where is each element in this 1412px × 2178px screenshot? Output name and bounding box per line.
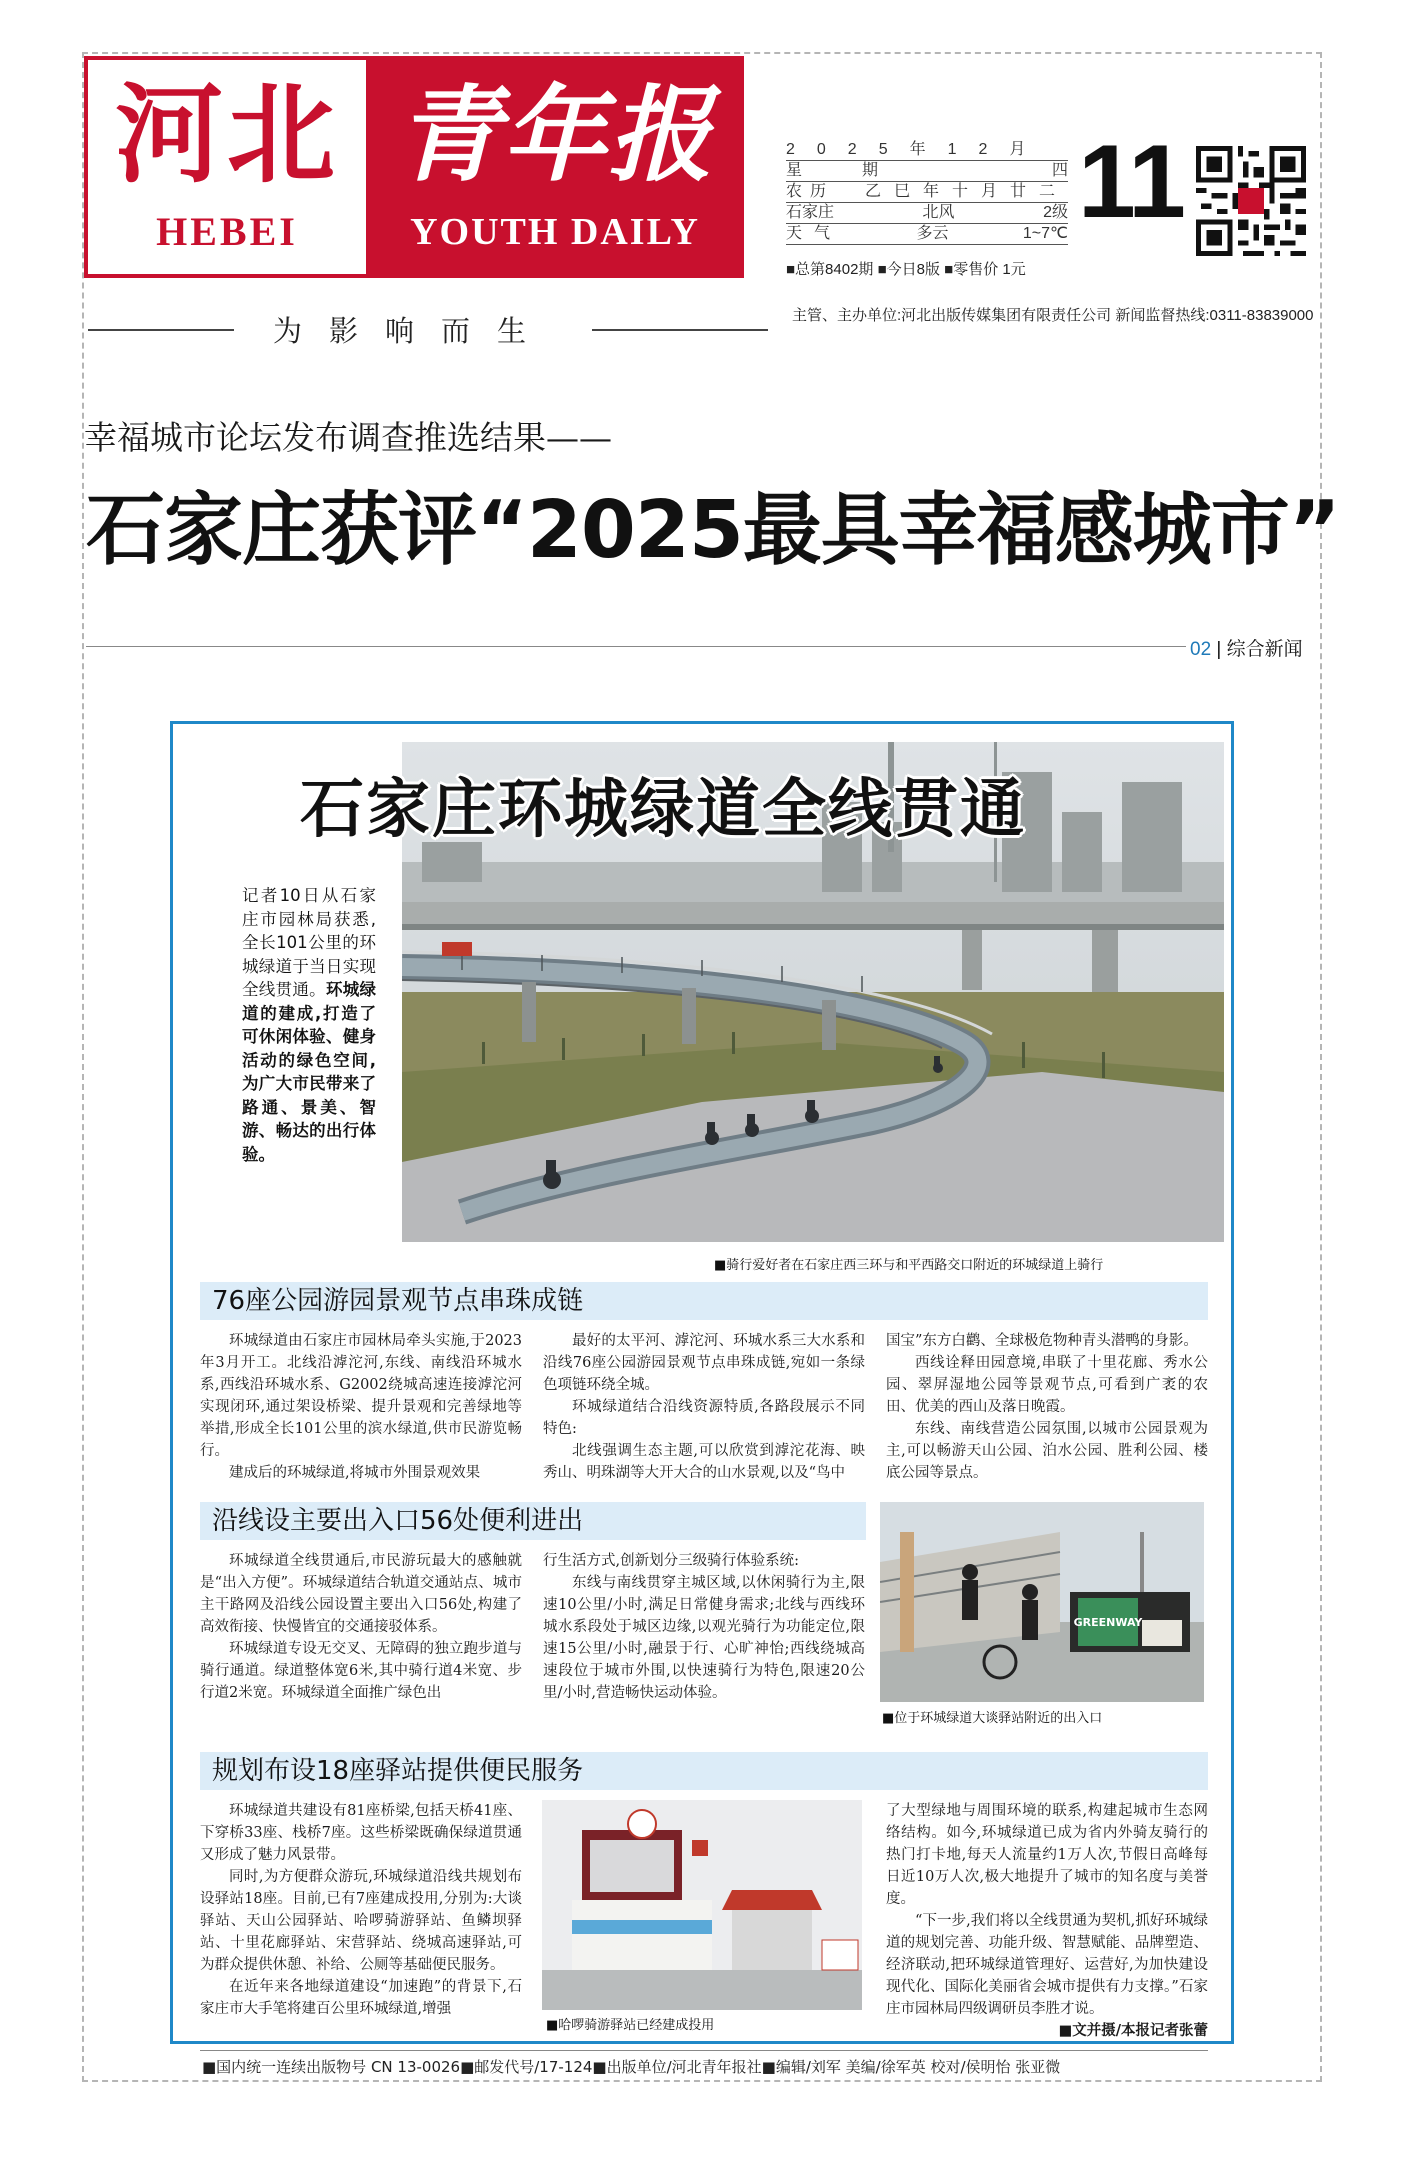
temperature: 1~7℃ bbox=[1022, 225, 1068, 242]
wind: 北风 bbox=[922, 204, 955, 221]
logo-right-panel bbox=[370, 60, 740, 274]
section-number: 02 bbox=[1190, 639, 1212, 660]
qr-code-icon bbox=[1196, 146, 1306, 256]
paragraph: 环城绿道结合沿线资源特质,各路段展示不同特色: bbox=[543, 1399, 865, 1437]
slogan: 为影响而生 bbox=[272, 314, 553, 348]
paragraph: 环城绿道全线贯通后,市民游玩最大的感触就是“出入方便”。环城绿道结合轨道交通站点、城市主干路网及沿线公园设置主要出入口56处,构建了高效衔接、快慢皆宜的交通接驳体系。 bbox=[200, 1553, 522, 1635]
paragraph: 在近年来各地绿道建设“加速跑”的背景下,石家庄市大手笔将建百公里环城绿道,增强 bbox=[200, 1979, 522, 2017]
paragraph: 了大型绿地与周围环境的联系,构建起城市生态网络结构。如今,环城绿道已成为省内外骑友骑行的热门打卡地,每天人流量约1万人次,节假日高峰每日近10万人次,极大地提升了城市的知名度与美誉度。 bbox=[886, 1803, 1208, 1907]
weather-label: 天气 bbox=[786, 225, 843, 242]
paragraph: 建成后的环城绿道,将城市外围景观效果 bbox=[229, 1465, 481, 1481]
section2-col1 bbox=[200, 1550, 522, 1704]
entrance-photo-caption: ■位于环城绿道大谈驿站附近的出入口 bbox=[882, 1711, 1103, 1726]
city: 石家庄 bbox=[786, 204, 835, 221]
paragraph: 国宝”东方白鹳、全球极危物种青头潜鸭的身影。 bbox=[886, 1333, 1198, 1349]
station-photo-caption: ■哈啰骑游驿站已经建成投用 bbox=[546, 2018, 715, 2033]
section1-col2 bbox=[543, 1330, 865, 1484]
slogan-rule-left bbox=[88, 329, 234, 331]
lunar-date: 乙巳年十月廿二 bbox=[864, 183, 1068, 200]
paragraph: “下一步,我们将以全线贯通为契机,抓好环城绿道的规划完善、功能升级、智慧赋能、品牌塑造、经济联动,把环城绿道管理好、运营好,为加快建设现代化、国际化美丽省会城市提供有力支撑。”石家庄市园林局四级调研员李胜才说。 bbox=[886, 1913, 1208, 2017]
section2-title: 沿线设主要出入口56处便利进出 bbox=[212, 1506, 584, 1536]
paragraph: 环城绿道共建设有81座桥梁,包括天桥41座、下穿桥33座、栈桥7座。这些桥梁既确保绿道贯通又形成了魅力风景带。 bbox=[200, 1803, 522, 1863]
main-headline: 石家庄获评“2025最具幸福感城市” bbox=[86, 484, 1340, 576]
main-photo-caption: ■骑行爱好者在石家庄西三环与和平西路交口附近的环城绿道上骑行 bbox=[714, 1258, 1104, 1273]
section3-col3 bbox=[886, 1800, 1208, 2042]
logo-en-youth: YOUTH DAILY bbox=[410, 211, 700, 253]
paragraph: 环城绿道由石家庄市园林局牵头实施,于2023年3月开工。北线沿滹沱河,东线、南线沿环城水系,西线沿环城水系、G2002绕城高速连接滹沱河实现闭环,通过架设桥梁、提升景观和完善绿地等举措,形成全长101公里的滨水绿道,供市民游览畅行。 bbox=[200, 1333, 522, 1459]
date-weather-table bbox=[786, 140, 1068, 245]
section-rule bbox=[86, 646, 1186, 647]
section3-title: 规划布设18座驿站提供便民服务 bbox=[212, 1756, 584, 1786]
byline: ■文并摄/本报记者张蕾 bbox=[1058, 2022, 1208, 2039]
intro-lead: 记者10日从石家庄市园林局获悉,全长101公里的环城绿道于当日实现全线贯通。 bbox=[242, 886, 376, 999]
station-photo bbox=[542, 1800, 862, 2010]
logo-en-hebei: HEBEI bbox=[156, 209, 298, 254]
headline-kicker: 幸福城市论坛发布调查推选结果—— bbox=[84, 418, 612, 457]
paragraph: 北线强调生态主题,可以欣赏到滹沱花海、映秀山、明珠湖等大开大合的山水景观,以及“鸟中 bbox=[543, 1443, 865, 1481]
logo-name-youth: 青年报 bbox=[395, 73, 714, 196]
logo-left-panel bbox=[88, 60, 366, 274]
section1-col1 bbox=[200, 1330, 522, 1484]
footer-credits: ■国内统一连续出版物号 CN 13-0026■邮发代号/17-124■出版单位/河北青年报社■编辑/刘军 美编/徐军英 校对/侯明怡 张亚微 bbox=[202, 2058, 1061, 2076]
weekday-value: 四 bbox=[1051, 162, 1068, 179]
weather: 多云 bbox=[916, 225, 949, 242]
issue-info: ■总第8402期 ■今日8版 ■零售价 1元 bbox=[786, 261, 1026, 278]
day-number: 11 bbox=[1078, 124, 1184, 240]
weekday-label: 星期 bbox=[786, 162, 939, 179]
section1-title: 76座公园游园景观节点串珠成链 bbox=[212, 1286, 584, 1316]
paragraph: 东线、南线营造公园氛围,以城市公园景观为主,可以畅游天山公园、泊水公园、胜利公园、楼底公园等景点。 bbox=[886, 1421, 1208, 1481]
paragraph: 最好的太平河、滹沱河、环城水系三大水系和沿线76座公园游园景观节点串珠成链,宛如一条绿色项链环绕全城。 bbox=[543, 1333, 865, 1393]
paragraph: 东线与南线贯穿主城区域,以休闲骑行为主,限速10公里/小时,满足日常健身需求;北线与西线环城水系段处于城区边缘,以观光骑行为功能定位,限速15公里/小时,融景于行、心旷神怡;西线绕城高速段位于城市外围,以快速骑行为特色,限速20公里/小时,营造畅快运动体验。 bbox=[543, 1575, 865, 1701]
section1-col3 bbox=[886, 1330, 1208, 1484]
feature-intro bbox=[242, 884, 376, 1166]
section3-col1 bbox=[200, 1800, 522, 2020]
section-name: 综合新闻 bbox=[1226, 639, 1303, 660]
footer-rule bbox=[200, 2050, 1208, 2051]
paragraph: 环城绿道专设无交叉、无障碍的独立跑步道与骑行通道。绿道整体宽6米,其中骑行道4米宽、步行道2米宽。环城绿道全面推广绿色出 bbox=[200, 1641, 522, 1701]
date-line: 2025年12月 bbox=[786, 141, 1048, 158]
section2-col2 bbox=[543, 1550, 865, 1704]
feature-title: 石家庄环城绿道全线贯通 bbox=[300, 773, 1026, 847]
greenway-sign-text: GREENWAY bbox=[1073, 1616, 1143, 1629]
lunar-label: 农历 bbox=[786, 183, 835, 200]
sponsor-line: 主管、主办单位:河北出版传媒集团有限责任公司 新闻监督热线:0311-83839000 bbox=[792, 307, 1314, 324]
section-label[interactable]: 02 | 综合新闻 bbox=[1190, 639, 1303, 660]
slogan-rule-right bbox=[592, 329, 768, 331]
weather-row bbox=[786, 224, 1068, 245]
logo-name-hebei: 河北 bbox=[114, 72, 339, 198]
intro-bold: 环城绿道的建成,打造了可休闲体验、健身活动的绿色空间,为广大市民带来了路通、景美、智游、畅达的出行体验。 bbox=[242, 980, 377, 1164]
paragraph: 同时,为方便群众游玩,环城绿道沿线共规划布设驿站18座。目前,已有7座建成投用,分别为:大谈驿站、天山公园驿站、哈啰骑游驿站、鱼鳞坝驿站、十里花廊驿站、宋营驿站、绕城高速驿站,可为群众提供休憩、补给、公厕等基础便民服务。 bbox=[200, 1869, 522, 1973]
paragraph: 西线诠释田园意境,串联了十里花廊、秀水公园、翠屏湿地公园等景观节点,可看到广袤的农田、优美的西山及落日晚霞。 bbox=[886, 1355, 1208, 1415]
paragraph: 行生活方式,创新划分三级骑行体验系统: bbox=[543, 1553, 799, 1569]
masthead-logo bbox=[84, 56, 744, 278]
wind-level: 2级 bbox=[1043, 204, 1068, 221]
entrance-photo bbox=[880, 1502, 1204, 1702]
